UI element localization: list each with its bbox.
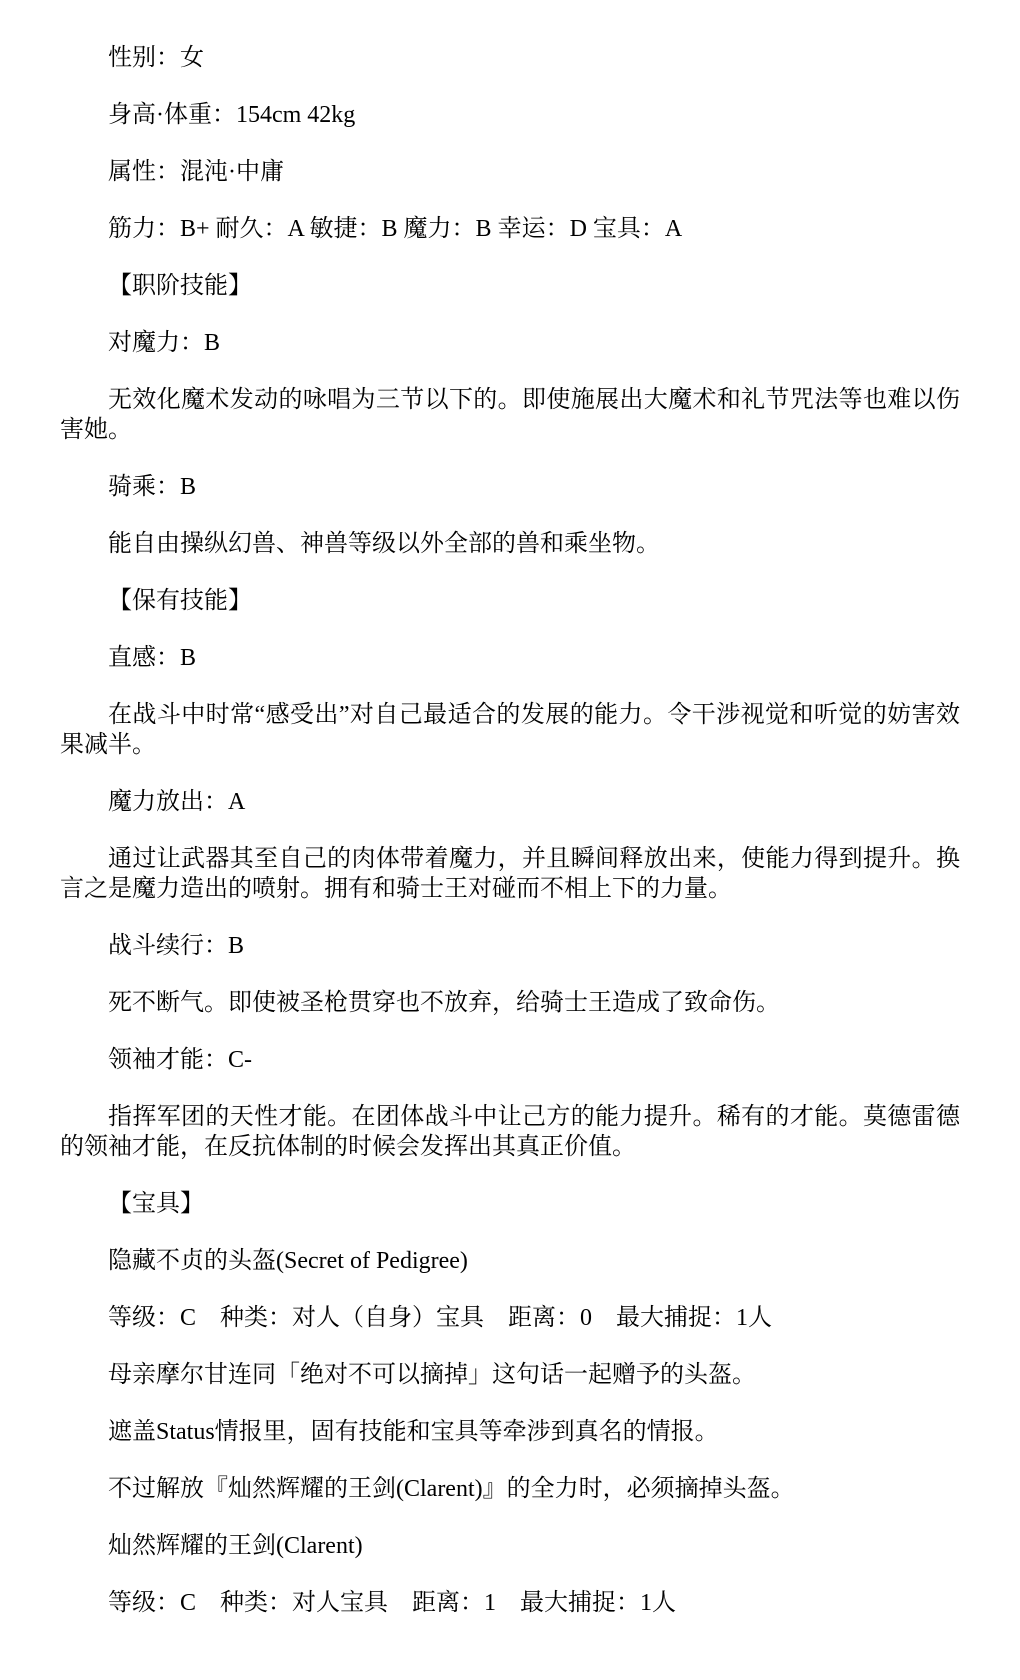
skill-charisma-rank: 领袖才能：C- — [108, 1047, 252, 1073]
skill-battle-continuation-desc: 死不断气。即使被圣枪贯穿也不放弃，给骑士王造成了致命伤。 — [108, 990, 780, 1016]
skill-riding-desc: 能自由操纵幻兽、神兽等级以外全部的兽和乘坐物。 — [108, 531, 660, 557]
skill-riding-rank: 骑乘：B — [108, 474, 197, 500]
skill-mana-burst-rank: 魔力放出：A — [108, 789, 246, 815]
profile-gender: 性别：女 — [108, 45, 204, 71]
np-secret-of-pedigree-name: 隐藏不贞的头盔(Secret of Pedigree) — [108, 1248, 468, 1274]
np-clarent-specs: 等级：C 种类：对人宝具 距离：1 最大捕捉：1人 — [108, 1590, 677, 1616]
servant-profile-text — [60, 43, 960, 1618]
skill-mana-burst-desc: 通过让武器其至自己的肉体带着魔力，并且瞬间释放出来，使能力得到提升。换言之是魔力造出的喷射。拥有和骑士王对碰而不相上下的力量。 — [60, 846, 960, 902]
np-secret-of-pedigree-specs: 等级：C 种类：对人（自身）宝具 距离：0 最大捕捉：1人 — [108, 1305, 773, 1331]
skill-battle-continuation-rank: 战斗续行：B — [108, 933, 245, 959]
section-header-noble-phantasm: 【宝具】 — [108, 1191, 204, 1217]
np-secret-of-pedigree-desc-3: 不过解放『灿然辉耀的王剑(Clarent)』的全力时，必须摘掉头盔。 — [108, 1476, 795, 1502]
skill-instinct-rank: 直感：B — [108, 645, 197, 671]
profile-stats: 筋力：B+ 耐久：A 敏捷：B 魔力：B 幸运：D 宝具：A — [108, 216, 683, 242]
np-clarent-name: 灿然辉耀的王剑(Clarent) — [108, 1533, 363, 1559]
np-secret-of-pedigree-desc-2: 遮盖Status情报里，固有技能和宝具等牵涉到真名的情报。 — [108, 1419, 719, 1445]
skill-instinct-desc: 在战斗中时常“感受出”对自己最适合的发展的能力。令干涉视觉和听觉的妨害效果减半。 — [60, 702, 960, 758]
section-header-personal-skills: 【保有技能】 — [108, 588, 252, 614]
skill-magic-resistance-rank: 对魔力：B — [108, 330, 221, 356]
skill-charisma-desc: 指挥军团的天性才能。在团体战斗中让己方的能力提升。稀有的才能。莫德雷德的领袖才能，在反抗体制的时候会发挥出其真正价值。 — [60, 1104, 960, 1160]
skill-magic-resistance-desc: 无效化魔术发动的咏唱为三节以下的。即使施展出大魔术和礼节咒法等也难以伤害她。 — [60, 387, 960, 443]
np-secret-of-pedigree-desc-1: 母亲摩尔甘连同「绝对不可以摘掉」这句话一起赠予的头盔。 — [108, 1362, 756, 1388]
profile-alignment: 属性：混沌·中庸 — [108, 159, 284, 185]
profile-height-weight: 身高·体重：154cm 42kg — [108, 102, 356, 128]
section-header-class-skills: 【职阶技能】 — [108, 273, 252, 299]
